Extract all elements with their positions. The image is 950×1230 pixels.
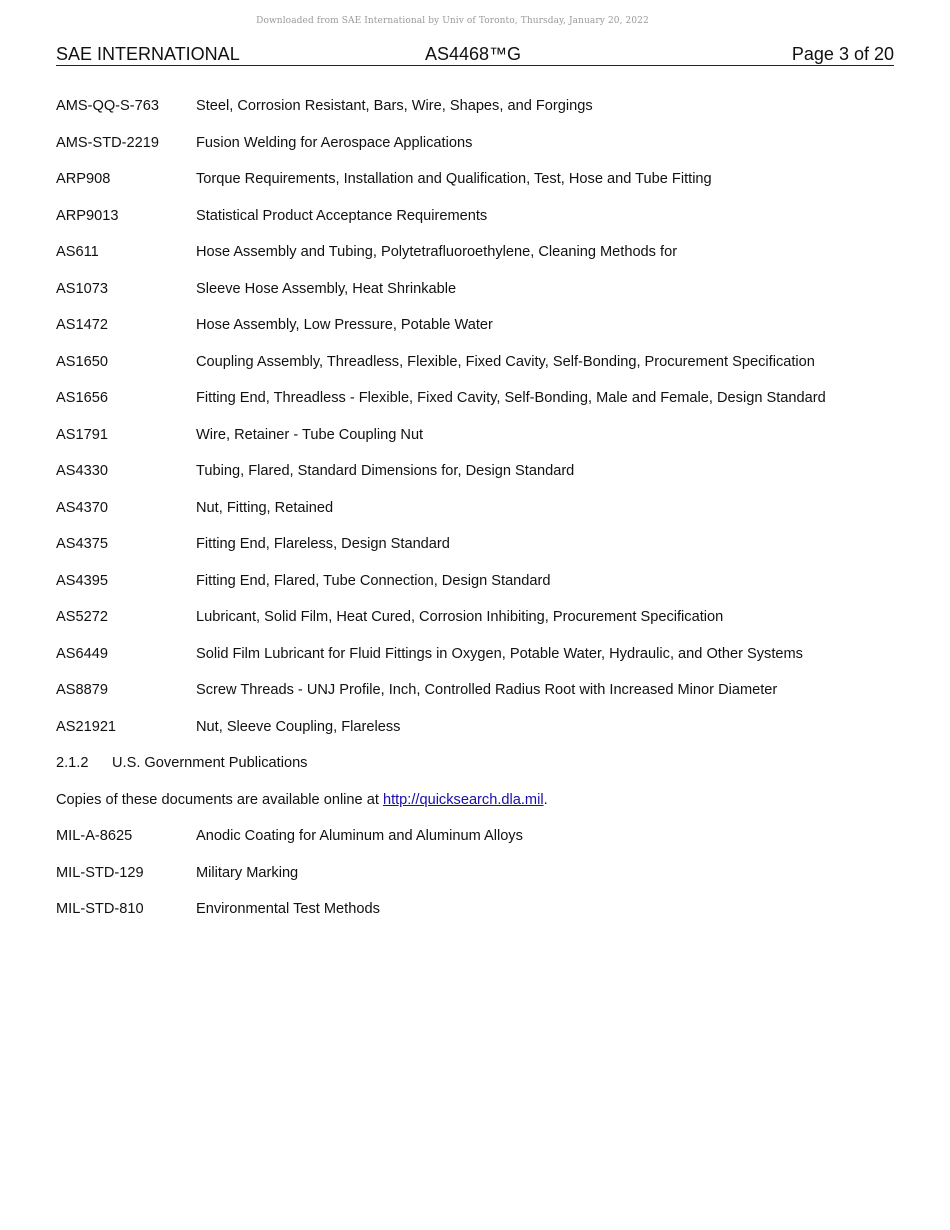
- reference-row: [56, 499, 894, 536]
- reference-title: Tubing, Flared, Standard Dimensions for, Design Standard: [196, 463, 575, 479]
- reference-title: Steel, Corrosion Resistant, Bars, Wire, Shapes, and Forgings: [196, 98, 593, 114]
- section-title: U.S. Government Publications: [112, 755, 308, 771]
- reference-code: AS1472: [56, 317, 108, 333]
- reference-title: Fusion Welding for Aerospace Applications: [196, 134, 473, 151]
- reference-code: AS4370: [56, 499, 108, 516]
- reference-row: [56, 827, 894, 864]
- availability-paragraph: [56, 791, 894, 828]
- reference-title: Sleeve Hose Assembly, Heat Shrinkable: [196, 280, 457, 297]
- document-body: [56, 97, 894, 937]
- reference-row: [56, 462, 894, 499]
- section-heading-2-1-2: [56, 754, 894, 791]
- reference-row: [56, 864, 894, 901]
- availability-text: Copies of these documents are available online at: [56, 791, 383, 808]
- reference-title: Torque Requirements, Installation and Qualification, Test, Hose and Tube Fitting: [196, 171, 712, 187]
- reference-title: Coupling Assembly, Threadless, Flexible, Fixed Cavity, Self-Bonding, Procurement Specification: [196, 353, 815, 370]
- reference-code: AS1656: [56, 390, 108, 406]
- availability-period: .: [543, 791, 548, 808]
- header-document-id: AS4468™G: [425, 44, 522, 64]
- reference-title: Hose Assembly, Low Pressure, Potable Water: [196, 317, 493, 333]
- reference-code: AS4375: [56, 536, 108, 552]
- reference-row: [56, 280, 894, 317]
- reference-code: AS1791: [56, 426, 108, 443]
- section-number: 2.1.2: [56, 755, 89, 771]
- reference-row: [56, 608, 894, 645]
- reference-code: AS5272: [56, 609, 108, 625]
- reference-code: AS4330: [56, 463, 108, 479]
- reference-title: Hose Assembly and Tubing, Polytetrafluoroethylene, Cleaning Methods for: [196, 244, 678, 260]
- reference-code: AS1650: [56, 353, 108, 370]
- reference-row: [56, 389, 894, 426]
- reference-row: [56, 718, 894, 755]
- reference-code: AS611: [56, 244, 99, 260]
- reference-code: AS4395: [56, 572, 108, 589]
- reference-code: MIL-A-8625: [56, 828, 133, 844]
- reference-title: Statistical Product Acceptance Requirements: [196, 207, 488, 224]
- reference-code: AS21921: [56, 718, 117, 735]
- reference-title: Environmental Test Methods: [196, 901, 380, 917]
- reference-row: [56, 170, 894, 207]
- reference-title: Fitting End, Threadless - Flexible, Fixed Cavity, Self-Bonding, Male and Female, Design Standard: [196, 390, 826, 406]
- reference-code: AS8879: [56, 682, 108, 698]
- reference-title: Nut, Fitting, Retained: [196, 499, 334, 516]
- reference-row: [56, 572, 894, 609]
- reference-code: MIL-STD-810: [56, 901, 144, 917]
- reference-title: Anodic Coating for Aluminum and Aluminum Alloys: [196, 828, 523, 844]
- sae-reference-list: [56, 97, 894, 754]
- reference-title: Fitting End, Flareless, Design Standard: [196, 536, 450, 552]
- page-header: [56, 43, 894, 66]
- reference-title: Nut, Sleeve Coupling, Flareless: [196, 718, 401, 735]
- reference-row: [56, 316, 894, 353]
- header-organization: SAE INTERNATIONAL: [56, 44, 240, 64]
- reference-title: Screw Threads - UNJ Profile, Inch, Controlled Radius Root with Increased Minor Diameter: [196, 682, 778, 698]
- reference-code: ARP908: [56, 171, 111, 187]
- reference-code: ARP9013: [56, 207, 119, 224]
- reference-title: Solid Film Lubricant for Fluid Fittings in Oxygen, Potable Water, Hydraulic, and Other Systems: [196, 645, 803, 662]
- reference-row: [56, 681, 894, 718]
- reference-code: AS6449: [56, 645, 108, 662]
- reference-row: [56, 645, 894, 682]
- reference-row: [56, 134, 894, 171]
- reference-code: AMS-QQ-S-763: [56, 98, 159, 114]
- reference-row: [56, 207, 894, 244]
- reference-row: [56, 97, 894, 134]
- reference-title: Military Marking: [196, 864, 299, 881]
- header-page-number: Page 3 of 20: [791, 44, 894, 64]
- reference-code: MIL-STD-129: [56, 864, 144, 881]
- reference-row: [56, 426, 894, 463]
- reference-row: [56, 535, 894, 572]
- reference-code: AS1073: [56, 280, 108, 297]
- reference-row: [56, 353, 894, 390]
- quicksearch-link[interactable]: http://quicksearch.dla.mil: [382, 791, 544, 808]
- government-reference-list: [56, 827, 894, 937]
- reference-title: Fitting End, Flared, Tube Connection, Design Standard: [196, 572, 551, 589]
- download-watermark: Downloaded from SAE International by Univ of Toronto, Thursday, January 20, 2022: [256, 16, 649, 26]
- reference-title: Lubricant, Solid Film, Heat Cured, Corrosion Inhibiting, Procurement Specification: [196, 609, 724, 625]
- reference-row: [56, 900, 894, 937]
- reference-title: Wire, Retainer - Tube Coupling Nut: [196, 426, 424, 443]
- reference-code: AMS-STD-2219: [56, 134, 159, 151]
- reference-row: [56, 243, 894, 280]
